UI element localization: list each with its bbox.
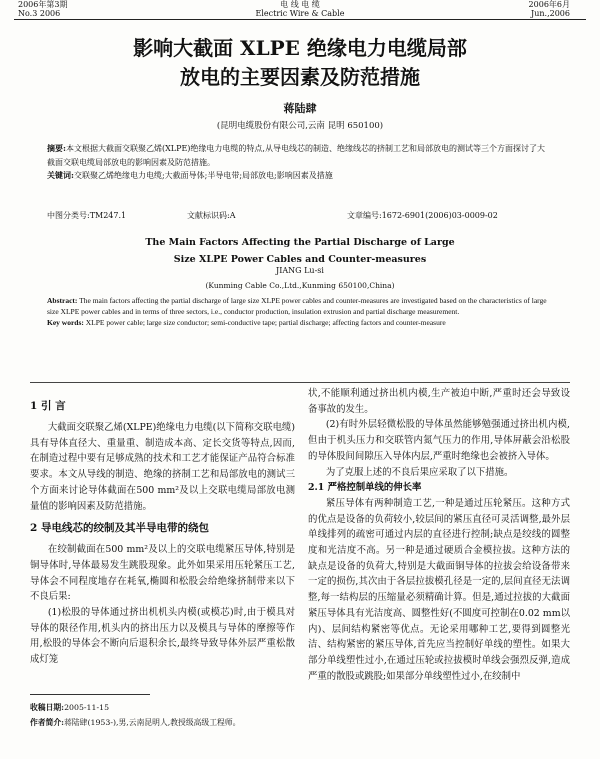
journal-date: 2006年6月 Jun.,2006 [528,0,570,18]
clc-number: 中图分类号:TM247.1 [47,211,127,220]
paragraph: 紧压导体有两种制造工艺,一种是通过压轮紧压。这种方式的优点是设备的负荷较小,较层间的紧压直径可灵活调整,最外层单线排列的疏密可通过内层的直径进行控制;缺点是绞线的圆整度和光洁度不高。另一种是通过硬质合金模拉拔。这种方法的缺点是设备的负荷大,特别是大截面铜导体的拉拔会给设备带来一定的损伤,其次由于各层拉拔模孔径是一定的,层间直径无法调整,每一结构层的压缩量必须精确计算。但是,通过拉拔的大截面紧压导体具有光洁度高、圆整性好(不圆度可控制在0.02 mm以内)、层间结构紧密等优点。无论采用哪种工艺,要得到圆整光洁、结构紧密的紧压导体,首先应当控制好单线的塑性。如果大部分单线塑性过小,在通过压轮或拉拔模时单线会强烈反弹,造成严重的散股或跳股;如果部分单线塑性过小,在绞制中 [308,497,570,682]
paragraph: 大截面交联聚乙烯(XLPE)绝缘电力电缆(以下简称交联电缆)具有导体直径大、重量重、制造成本高、定长交货等特点,因而,在制造过程中要有足够成熟的技术和工艺才能保证产品符合标准要求。本文从导线的制造、绝缘的挤制工艺和局部放电的测试三个方面来讨论导体截面在500 mm²及以上交联电缆局部放电测量值的影响因素及防范措施。 [30,422,295,512]
footnote [30,700,295,730]
english-title: The Main Factors Affecting the Partial Discharge of Large Size XLPE Power Cables and Counter-measures [145,237,455,265]
section-divider [30,382,570,383]
abstract-en [47,295,552,328]
affiliation: (昆明电缆股份有限公司,云南 昆明 650100) [216,121,384,131]
author: 蒋陆肆 [283,102,317,115]
section-2-heading: 2 导电线芯的绞制及其半导电带的绕包 [30,522,209,535]
journal-name: 电 线 电 缆 Electric Wire & Cable [255,0,345,18]
keywords-cn: 关键词:交联聚乙烯绝缘电力电缆;大截面导体;半导电带;局部放电;影响因素及措施 [47,170,333,180]
keywords-en: Key words: XLPE power cable; large size conductor; semi-conductive tape; partial discharge; affecting factors and counter-measure [47,318,446,327]
paragraph: 为了克服上述的不良后果应采取了以下措施。 [325,466,514,478]
received-date: 收稿日期:2005-11-15 [30,703,110,712]
section-1-heading: 1 引 言 [30,400,66,412]
paragraph: (1)松股的导体通过挤出机机头内模(或模芯)时,由于模具对导体的限径作用,机头内的挤出压力以及模具与导体的摩擦等作用,松股的导体会不断向后退积余长,最终导致导体外层严重松散成灯笼 [30,607,295,666]
body-right-column [308,386,570,684]
paper-title: 影响大截面 XLPE 绝缘电力电缆局部 放电的主要因素及防范措施 [133,36,467,89]
header-rule [14,19,586,20]
journal-issue: 2006年第3期 No.3 2006 [18,0,68,18]
paragraph: (2)有时外层轻微松股的导体虽然能够勉强通过挤出机内模,但由于机头压力和交联管内氮气压力的作用,导体屏蔽会沿松股的导体股间间隙压入导体内层,严重时绝缘也会被挤入导体。 [308,419,570,462]
article-number: 文章编号:1672-6901(2006)03-0009-02 [347,211,498,220]
paragraph: 状,不能顺利通过挤出机内模,生产被迫中断,严重时还会导致设备事故的发生。 [308,388,570,415]
abstract-cn [47,142,552,183]
abstract-en-body: Abstract: The main factors affecting the partial discharge of large size XLPE power cables and counter-measures are investigated based on the characteristics of large size XLPE power cables and in terms of three sectors, i.e., conductor production, insulation extrusion and partial discharge measurement. [47,296,547,316]
section-2-1-heading: 2.1 严格控制单线的伸长率 [308,482,422,494]
document-code: 文献标识码:A [187,211,236,220]
english-affiliation: (Kunming Cable Co.,Ltd.,Kunming 650100,China) [205,281,395,290]
english-author: JIANG Lu-si [276,266,324,275]
paragraph: 在绞制截面在500 mm²及以上的交联电缆紧压导体,特别是铜导体时,导体最易发生跳股现象。此外如果采用压轮紧压工艺,导体会不同程度地存在耗氧,椭圆和松股会给绝缘挤制带来以下不良后果: [30,544,295,603]
running-header [0,0,600,20]
body-left-column [30,392,295,668]
footnote-rule [30,694,150,695]
author-bio: 作者简介:蒋陆肆(1953-),男,云南昆明人,教授级高级工程师。 [30,718,241,727]
abstract-cn-body: 摘要:本文根据大截面交联聚乙烯(XLPE)绝缘电力电缆的特点,从导电线芯的制造、绝缘线芯的挤制工艺和局部放电的测试等三个方面探讨了大截面交联电缆局部放电的影响因素及防范措施。 [47,143,545,167]
